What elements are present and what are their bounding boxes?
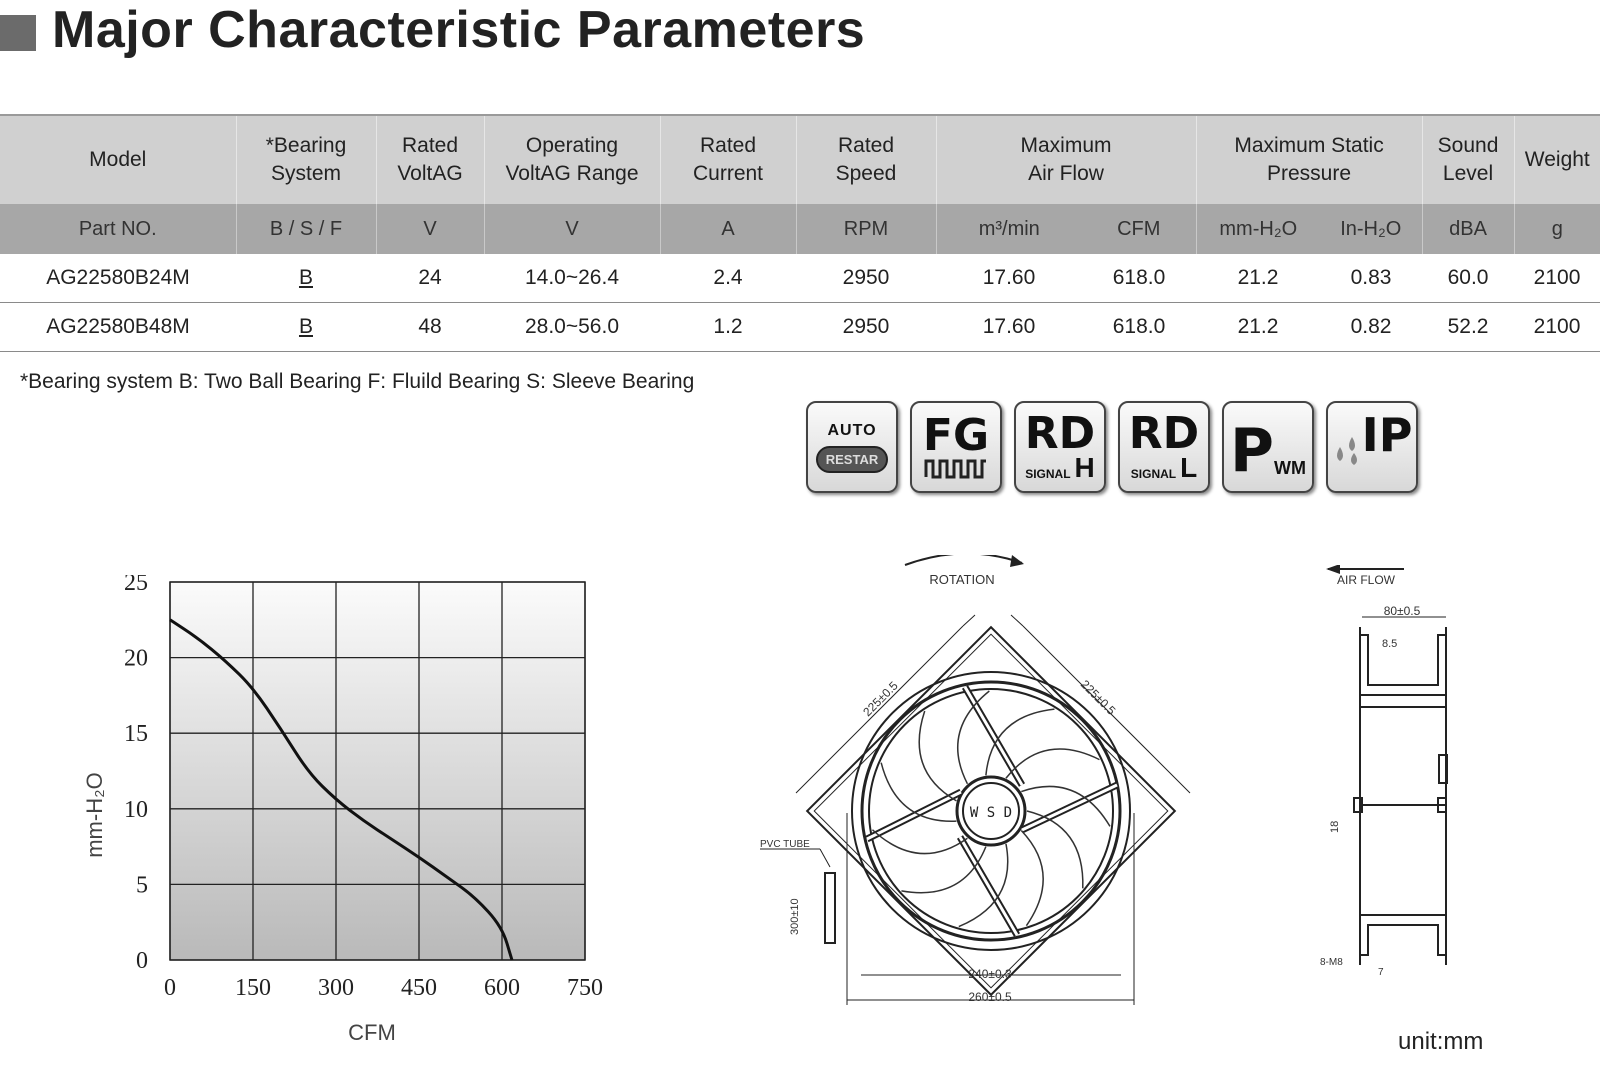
table-header-row <box>0 115 1600 204</box>
cell-op-range: 14.0~26.4 <box>484 254 660 303</box>
y-axis-label: mm-H₂O <box>82 772 107 858</box>
rotation-label: ROTATION <box>929 572 995 587</box>
pvc-tube-label: PVC TUBE <box>760 839 810 850</box>
fg-signal-icon: FG <box>910 401 1002 493</box>
cell-g: 2100 <box>1514 303 1600 352</box>
fan-blade <box>872 830 967 854</box>
header-bearing: *Bearing System <box>236 115 376 204</box>
cell-bearing: B <box>236 254 376 303</box>
table-row <box>0 303 1600 352</box>
cell-bearing: B <box>236 303 376 352</box>
pwm-icon: P WM <box>1222 401 1314 493</box>
table-unit-row <box>0 204 1600 254</box>
x-tick-label: 750 <box>567 975 603 1001</box>
ip-protection-icon: IP <box>1326 401 1418 493</box>
unit-a: A <box>660 204 796 254</box>
unit-rpm: RPM <box>796 204 936 254</box>
table-row <box>0 254 1600 303</box>
page-title: Major Characteristic Parameters <box>52 1 866 59</box>
cell-inh2o: 0.82 <box>1320 303 1422 352</box>
unit-bsf: B / S / F <box>236 204 376 254</box>
auto-restart-icon: AUTO RESTAR <box>806 401 898 493</box>
header-weight: Weight <box>1514 115 1600 204</box>
unit-v1: V <box>376 204 484 254</box>
unit-inh2o: In-H₂O <box>1320 204 1422 254</box>
x-tick-label: 0 <box>164 975 176 1001</box>
cell-cfm: 618.0 <box>1082 303 1196 352</box>
y-tick-label: 0 <box>136 948 148 974</box>
plot-area <box>170 582 585 960</box>
header-model: Model <box>0 115 236 204</box>
dim-7: 7 <box>1378 967 1384 978</box>
title-square-icon <box>0 15 36 51</box>
dim-8-5: 8.5 <box>1382 638 1398 650</box>
x-tick-label: 600 <box>484 975 520 1001</box>
fan-blade <box>919 711 956 801</box>
dim-225-left: 225±0.5 <box>860 678 901 720</box>
cell-current: 2.4 <box>660 254 796 303</box>
header-rated-voltage: Rated VoltAG <box>376 115 484 204</box>
cell-dba: 60.0 <box>1422 254 1514 303</box>
unit-g: g <box>1514 204 1600 254</box>
unit-v2: V <box>484 204 660 254</box>
x-tick-label: 300 <box>318 975 354 1001</box>
rd-signal-low-icon: RD SIGNAL L <box>1118 401 1210 493</box>
pq-curve-chart <box>75 575 635 1065</box>
fan-blade <box>1021 830 1043 925</box>
dim-225-right: 225±0.5 <box>1077 677 1119 718</box>
cell-mmh2o: 21.2 <box>1196 303 1320 352</box>
cell-m3min: 17.60 <box>936 303 1082 352</box>
cell-m3min: 17.60 <box>936 254 1082 303</box>
cell-mmh2o: 21.2 <box>1196 254 1320 303</box>
unit-mmh2o: mm-H₂O <box>1196 204 1320 254</box>
cell-current: 1.2 <box>660 303 796 352</box>
spec-table <box>0 114 1600 352</box>
cell-dba: 52.2 <box>1422 303 1514 352</box>
unit-dba: dBA <box>1422 204 1514 254</box>
feature-icons <box>806 401 1418 493</box>
wsd-label: W S D <box>969 805 1013 821</box>
dim-240: 240±0.3 <box>968 967 1012 981</box>
y-tick-label: 25 <box>124 575 148 596</box>
y-tick-label: 5 <box>136 872 148 899</box>
connector <box>825 873 835 943</box>
fan-front-drawing <box>760 555 1230 1035</box>
dim-80: 80±0.5 <box>1383 604 1421 618</box>
unit-part-no: Part NO. <box>0 204 236 254</box>
header-operating-voltage: Operating VoltAG Range <box>484 115 660 204</box>
cell-rated-v: 24 <box>376 254 484 303</box>
y-tick-label: 20 <box>124 645 148 672</box>
fan-blade <box>959 844 1008 927</box>
rd-signal-high-icon: RD SIGNAL H <box>1014 401 1106 493</box>
x-axis-label: CFM <box>348 1020 396 1045</box>
cell-g: 2100 <box>1514 254 1600 303</box>
header-sound-level: Sound Level <box>1422 115 1514 204</box>
cell-op-range: 28.0~56.0 <box>484 303 660 352</box>
bearing-footnote: *Bearing system B: Two Ball Bearing F: Fluild Bearing S: Sleeve Bearing <box>20 370 695 393</box>
header-rated-speed: Rated Speed <box>796 115 936 204</box>
unit-label: unit:mm <box>1398 1028 1484 1055</box>
dim-300: 300±10 <box>789 898 801 935</box>
x-tick-label: 450 <box>401 975 437 1001</box>
unit-m3min: m³/min <box>936 204 1082 254</box>
cell-speed: 2950 <box>796 303 936 352</box>
header-max-air-flow: Maximum Air Flow <box>936 115 1196 204</box>
y-tick-label: 15 <box>124 721 148 748</box>
cell-model: AG22580B24M <box>0 254 236 303</box>
header-rated-current: Rated Current <box>660 115 796 204</box>
dim-8-m8: 8-M8 <box>1320 957 1343 968</box>
cell-cfm: 618.0 <box>1082 254 1196 303</box>
cell-speed: 2950 <box>796 254 936 303</box>
cell-model: AG22580B48M <box>0 303 236 352</box>
unit-cfm: CFM <box>1082 204 1196 254</box>
rotation-arrow-icon <box>905 555 1022 565</box>
x-tick-label: 150 <box>235 975 271 1001</box>
page-header <box>0 0 865 60</box>
cell-inh2o: 0.83 <box>1320 254 1422 303</box>
fan-side-drawing <box>1320 565 1480 1005</box>
air-flow-label: AIR FLOW <box>1336 573 1396 587</box>
fan-blade <box>1006 749 1099 778</box>
dim-260: 260±0.5 <box>968 990 1012 1004</box>
dim-18: 18 <box>1329 820 1341 833</box>
y-tick-label: 10 <box>124 796 148 823</box>
header-max-static-pressure: Maximum Static Pressure <box>1196 115 1422 204</box>
cell-rated-v: 48 <box>376 303 484 352</box>
fan-blade <box>986 709 1055 775</box>
